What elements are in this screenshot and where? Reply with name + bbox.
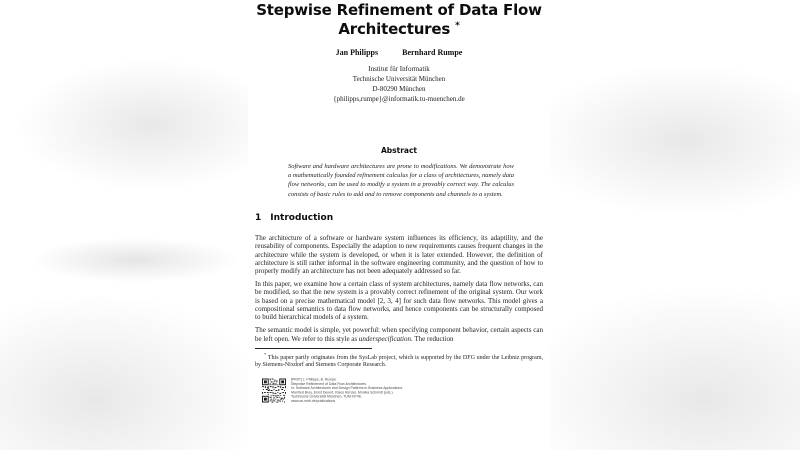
footnote-marker: *	[264, 351, 267, 357]
paper-title-line2: Architectures *	[338, 20, 460, 38]
section-heading-introduction	[255, 213, 543, 223]
citation-line-book: In: Software Architectures and Design Patterns in Business Applications.	[291, 386, 404, 391]
footnote-rule	[255, 348, 372, 349]
affiliation-institute: Institut für Informatik	[368, 65, 430, 73]
section-number: 1	[255, 212, 262, 223]
citation-line-editors: Manfred Broy, Ernst Denert, Klaus Renzel, Monika Schmidt (eds.)	[291, 390, 393, 395]
citation-text	[291, 378, 417, 404]
footnote-text: * This paper partly originates from the SysLab project, which is supported by the DFG under the Leibniz program, by Siemens-Nixdorf and Siemens Corporate Research.	[255, 351, 543, 368]
title-footnote-asterisk: *	[455, 21, 460, 31]
citation-line-institution: Technische Universität München, TUM-I9746.	[291, 395, 362, 399]
citation-stamp	[262, 378, 543, 430]
citation-line-title: Stepwise Refinement of Data Flow Architectures.	[291, 382, 367, 386]
affiliation-block	[255, 64, 543, 104]
section-title: Introduction	[270, 212, 334, 223]
author-name-2: Bernhard Rumpe	[402, 48, 463, 57]
paper-content	[255, 2, 543, 430]
paper-title-line1: Stepwise Refinement of Data Flow	[256, 1, 542, 19]
body-paragraph-3: The semantic model is simple, yet powerful: when specifying component behavior, certain aspects can be left open. We refer to this style as underspecification. The reduction	[255, 326, 543, 343]
body-paragraph-2: In this paper, we examine how a certain class of system architectures, namely data flow networks, can be modified, so that the new system is a provably correct refinement of the original system. Our work is based on a precise mathematical model [2, 3, 4] for such data flow networks. This model gives a compositional semantics to data flow networks, and hence components can be structurally composed to build hierarchical models of a system.	[255, 280, 543, 322]
abstract-text: Software and hardware architectures are prone to modifications. We demonstrate how a mathematically founded refinement calculus for a class of architectures, namely data flow networks, can be used to modify a system in a provably correct way. The calculus consists of basic rules to add and to remove components and channels to a system.	[288, 163, 515, 198]
author-name-1: Jan Philipps	[335, 48, 379, 57]
paper-page	[248, 0, 550, 450]
citation-line-url[interactable]: www.se-rwth.de/publications	[291, 399, 336, 403]
body-paragraph-1: The architecture of a software or hardware system influences its efficiency, its adaptility, and the reusability of components. Especially the adaption to new requirements causes frequent changes in the architecture while the system is developed, or when it is later extended. However, the definition of architecture is still rather informal in the software engineering community, and the question of how to properly modify an architecture has not been adequately addressed so far.	[255, 233, 543, 276]
abstract-heading: Abstract	[380, 146, 417, 155]
affiliation-email[interactable]: {philipps,rumpe}@informatik.tu-muenchen.de	[333, 95, 465, 103]
author-row	[255, 48, 543, 57]
citation-line-ref: [PR97] J. Philipps, B. Rumpe.	[291, 377, 338, 382]
affiliation-city: D-80290 München	[372, 85, 426, 93]
italic-term-underspecification: underspecification	[358, 334, 411, 343]
affiliation-university: Technische Universität München	[352, 75, 446, 83]
qr-code	[262, 378, 286, 403]
paper-title	[255, 2, 543, 37]
